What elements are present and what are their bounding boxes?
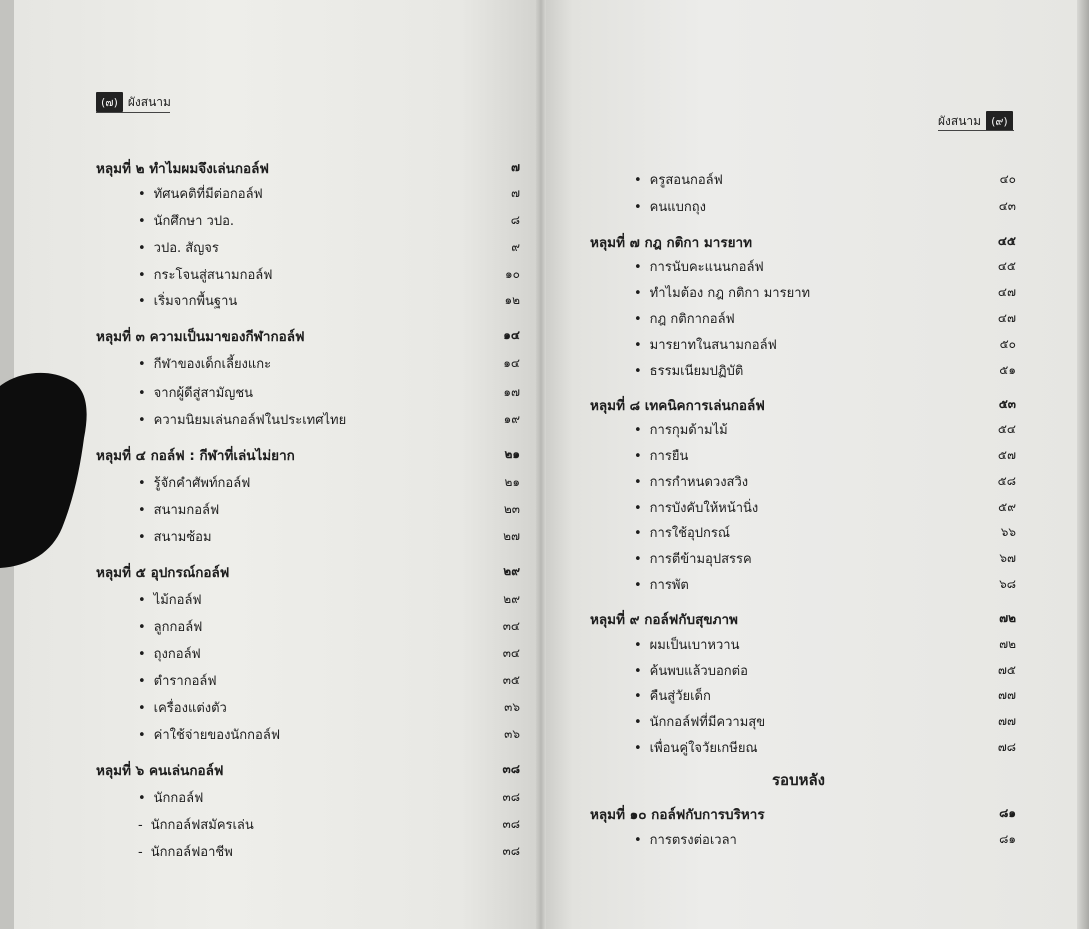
toc-page-number: ๒๓ <box>503 502 520 516</box>
toc-item-title: • เริ่มจากพื้นฐาน <box>138 290 237 311</box>
running-header-left <box>96 92 171 112</box>
toc-item-title: • ทำไมต้อง กฎ กติกา มารยาท <box>634 282 810 303</box>
toc-page-number: ๓๕ <box>502 673 520 687</box>
toc-chapter-title: หลุมที่ ๕ อุปกรณ์กอล์ฟ <box>96 565 230 581</box>
toc-item-title: • การพัต <box>634 574 689 595</box>
toc-page-number: ๕๑ <box>999 363 1016 377</box>
toc-chapter-title: หลุมที่ ๔ กอล์ฟ : กีฬาที่เล่นไม่ยาก <box>96 448 295 464</box>
toc-page-number: ๑๔ <box>503 356 520 370</box>
toc-page-number: ๓๖ <box>504 727 520 741</box>
toc-item-title: • ความนิยมเล่นกอล์ฟในประเทศไทย <box>138 409 346 430</box>
toc-page-number: ๕๐ <box>999 337 1016 351</box>
toc-page-number: ๔๕ <box>997 259 1016 273</box>
toc-page-number: ๗๕ <box>997 663 1016 677</box>
running-header-title: ผังสนาม <box>127 94 171 109</box>
toc-page-number: ๕๘ <box>997 474 1016 488</box>
toc-page-number: ๗๗ <box>997 714 1016 728</box>
toc-page-number: ๑๗ <box>503 385 520 399</box>
toc-item-title: • ถุงกอล์ฟ <box>138 643 201 664</box>
toc-item-title: • การยืน <box>634 445 688 466</box>
toc-page-number: ๒๑ <box>504 447 520 461</box>
toc-page-number: ๔๐ <box>999 172 1016 186</box>
toc-page-number: ๗๒ <box>999 637 1016 651</box>
toc-page-number: ๗ <box>510 160 520 174</box>
toc-page-number: ๗๘ <box>997 740 1016 754</box>
toc-page-number: ๑๔ <box>503 328 520 342</box>
toc-item-title: • ผมเป็นเบาหวาน <box>634 634 740 655</box>
toc-page-number: ๑๙ <box>503 412 520 426</box>
toc-item-title: • การบังคับให้หน้านิ่ง <box>634 497 758 518</box>
toc-item-title: • สนามซ้อม <box>138 526 212 547</box>
toc-page-number: ๕๔ <box>997 422 1016 436</box>
toc-page-number: ๔๕ <box>997 234 1016 248</box>
toc-page-number: ๓๘ <box>502 844 520 858</box>
toc-page-number: ๒๙ <box>503 592 520 606</box>
toc-chapter-title: หลุมที่ ๗ กฎ กติกา มารยาท <box>590 235 752 251</box>
toc-chapter-title: หลุมที่ ๒ ทำไมผมจึงเล่นกอล์ฟ <box>96 161 269 177</box>
toc-chapter-title: หลุมที่ ๑๐ กอล์ฟกับการบริหาร <box>590 807 765 823</box>
toc-page-number: ๓๔ <box>502 646 520 660</box>
toc-page-number: ๗๒ <box>999 611 1016 625</box>
toc-page-number: ๘๑ <box>999 806 1016 820</box>
toc-item-title: • สนามกอล์ฟ <box>138 499 219 520</box>
toc-item-title: • นักศึกษา วปอ. <box>138 210 234 231</box>
toc-item-title: • นักกอล์ฟที่มีความสุข <box>634 711 765 732</box>
toc-item-title: • รู้จักคำศัพท์กอล์ฟ <box>138 472 250 493</box>
toc-item-title: • การตีข้ามอุปสรรค <box>634 548 752 569</box>
toc-item-title: • ตำรากอล์ฟ <box>138 670 217 691</box>
toc-item-title: • การใช้อุปกรณ์ <box>634 522 730 543</box>
toc-page-number: ๓๘ <box>502 790 520 804</box>
toc-page-number: ๒๗ <box>503 529 520 543</box>
toc-item-title: • คืนสู่วัยเด็ก <box>634 685 711 706</box>
header-rule-left <box>96 112 170 113</box>
toc-sub-title: - นักกอล์ฟอาชีพ <box>138 841 233 862</box>
toc-sub-title: - นักกอล์ฟสมัครเล่น <box>138 814 254 835</box>
toc-item-title: • ค่าใช้จ่ายของนักกอล์ฟ <box>138 724 280 745</box>
toc-item-title: • มารยาทในสนามกอล์ฟ <box>634 334 777 355</box>
header-rule-right <box>938 130 1014 131</box>
toc-chapter-title: หลุมที่ ๘ เทคนิคการเล่นกอล์ฟ <box>590 398 765 414</box>
toc-page-number: ๑๐ <box>505 267 520 281</box>
toc-page-number: ๖๖ <box>1000 525 1016 539</box>
toc-item-title: • จากผู้ดีสู่สามัญชน <box>138 382 253 403</box>
toc-chapter-title: หลุมที่ ๖ คนเล่นกอล์ฟ <box>96 763 224 779</box>
running-header-right <box>938 111 1013 131</box>
toc-chapter-title: หลุมที่ ๓ ความเป็นมาของกีฬากอล์ฟ <box>96 329 305 345</box>
toc-item-title: • กฎ กติกากอล์ฟ <box>634 308 735 329</box>
page-number-badge: (๙) <box>986 111 1013 131</box>
toc-item-title: • นักกอล์ฟ <box>138 787 203 808</box>
toc-page-number: ๓๘ <box>502 817 520 831</box>
toc-item-title: • ค้นพบแล้วบอกต่อ <box>634 660 748 681</box>
toc-page-number: ๕๓ <box>998 397 1016 411</box>
toc-item-title: • ไม้กอล์ฟ <box>138 589 202 610</box>
toc-item-title: • คนแบกถุง <box>634 196 706 217</box>
toc-page-number: ๑๒ <box>504 293 520 307</box>
toc-page-number: ๒๑ <box>504 475 520 489</box>
toc-item-title: • การตรงต่อเวลา <box>634 829 737 850</box>
book-gutter <box>536 0 546 929</box>
toc-page-number: ๒๙ <box>503 564 520 578</box>
toc-item-title: • ครูสอนกอล์ฟ <box>634 169 723 190</box>
toc-page-number: ๓๘ <box>502 762 520 776</box>
toc-page-number: ๓๖ <box>504 700 520 714</box>
toc-page-number: ๘ <box>510 213 520 227</box>
section-heading: รอบหลัง <box>772 771 825 789</box>
toc-page-number: ๗ <box>510 186 520 200</box>
toc-item-title: • การกำหนดวงสวิง <box>634 471 748 492</box>
toc-item-title: • ธรรมเนียมปฏิบัติ <box>634 360 743 381</box>
toc-page-number: ๘๑ <box>999 832 1016 846</box>
thumb-shadow <box>0 368 92 568</box>
toc-item-title: • กระโจนสู่สนามกอล์ฟ <box>138 264 272 285</box>
toc-page-number: ๙ <box>511 240 520 254</box>
toc-page-number: ๔๗ <box>997 311 1016 325</box>
page-number-badge: (๗) <box>96 92 123 112</box>
toc-page-number: ๕๙ <box>998 500 1016 514</box>
page-edge-right <box>1077 0 1089 929</box>
toc-page-number: ๔๗ <box>997 285 1016 299</box>
toc-page-number: ๖๗ <box>999 551 1016 565</box>
toc-item-title: • เครื่องแต่งตัว <box>138 697 227 718</box>
running-header-title: ผังสนาม <box>938 113 982 128</box>
toc-item-title: • การนับคะแนนกอล์ฟ <box>634 256 764 277</box>
toc-page-number: ๖๘ <box>999 577 1016 591</box>
toc-item-title: • ลูกกอล์ฟ <box>138 616 202 637</box>
toc-item-title: • เพื่อนคู่ใจวัยเกษียณ <box>634 737 758 758</box>
toc-item-title: • วปอ. สัญจร <box>138 237 219 258</box>
toc-page-number: ๕๗ <box>997 448 1016 462</box>
toc-item-title: • กีฬาของเด็กเลี้ยงแกะ <box>138 353 271 374</box>
toc-page-number: ๓๔ <box>502 619 520 633</box>
toc-page-number: ๔๓ <box>998 199 1016 213</box>
toc-item-title: • ทัศนคติที่มีต่อกอล์ฟ <box>138 183 263 204</box>
toc-page-number: ๗๗ <box>997 688 1016 702</box>
toc-chapter-title: หลุมที่ ๙ กอล์ฟกับสุขภาพ <box>590 612 738 628</box>
toc-item-title: • การกุมด้ามไม้ <box>634 419 728 440</box>
